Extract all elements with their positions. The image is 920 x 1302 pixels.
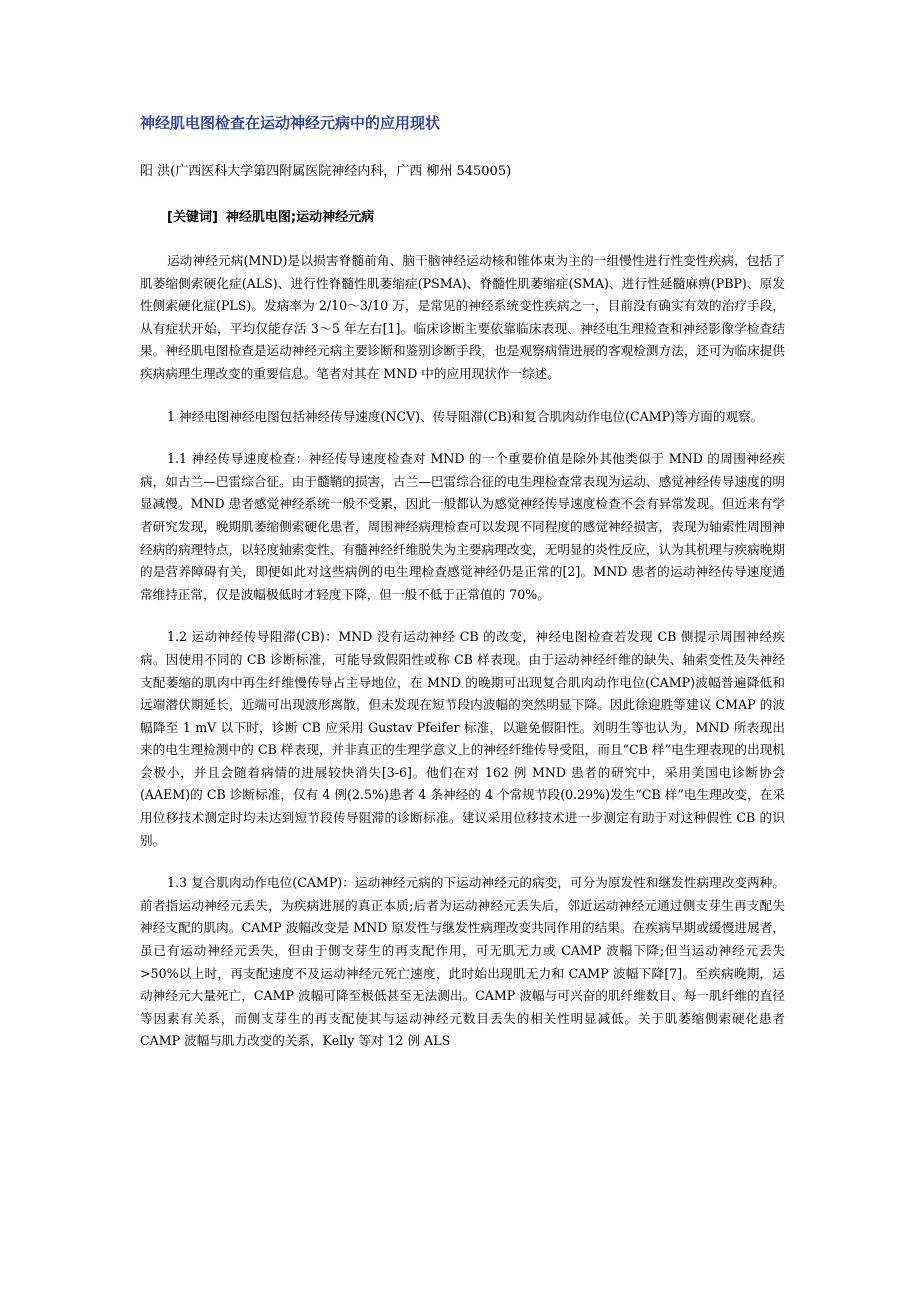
paragraph-section-1: 1 神经电图神经电图包括神经传导速度(NCV)、传导阻滞(CB)和复合肌肉动作电位(CAMP)等方面的观察。 — [167, 408, 764, 424]
keywords-text: 神经肌电图;运动神经元病 — [225, 210, 375, 225]
paragraph-section-1-1: 1.1 神经传导速度检查：神经传导速度检查对 MND 的一个重要价值是除外其他类似于 MND 的周围神经疾病，如古兰—巴雷综合征。由于髓鞘的损害，古兰—巴雷综合征的电生理检查常表现为运动、感觉神经传导速度的明显减慢。MND 患者感觉神经系统一般不受累，因此一般都认为感觉神经传导速度检查不会有异常发现。但近来有学者研究发现，晚期肌萎缩侧索硬化患者，周围神经病理检查可以发现不同程度的感觉神经损害，表现为轴索性周围神经病的病理特点，以轻度轴索变性、有髓神经纤维脱失为主要病理改变，无明显的炎性反应，认为其机理与疾病晚期的是营养障碍有关，即便如此对这些病例的电生理检查感觉神经仍是正常的[2]。MND 患者的运动神经传导速度通常维持正常，仅是波幅极低时才轻度下降，但一般不低于正常值的 70%。 — [140, 451, 785, 602]
keywords-label: [关键词] — [167, 210, 218, 225]
article-title: 神经肌电图检查在运动神经元病中的应用现状 — [140, 114, 441, 132]
keywords-line — [167, 206, 374, 225]
author-affiliation: 阳 洪(广西医科大学第四附属医院神经内科，广西 柳州 545005) — [140, 164, 512, 179]
paragraph-section-1-2: 1.2 运动神经传导阻滞(CB)：MND 没有运动神经 CB 的改变，神经电图检查若发现 CB 侧提示周围神经疾病。因使用不同的 CB 诊断标准，可能导致假阳性或称 CB 样表现。由于运动神经纤维的缺失、轴索变性及失神经支配萎缩的肌肉中再生纤维慢传导占主导地位，在 MND 的晚期可出现复合肌肉动作电位(CAMP)波幅普遍降低和远端潜伏期延长，近端可出现波形离散，但未发现在短节段内波幅的突然明显下降。因此徐迎胜等建议 CMAP 的波幅降至 1 mV 以下时，诊断 CB 应采用 Gustav Pfeifer 标准，以避免假阳性。刘明生等也认为，MND 所表现出来的电生理检测中的 CB 样表现，并非真正的生理学意义上的神经纤维传导受阻，而且“CB 样”电生理表现的出现机会极小，并且会随着病情的进展较快消失[3-6]。他们在对 162 例 MND 患者的研究中，采用美国电诊断协会(AAEM)的 CB 诊断标准，仅有 4 例(2.5%)患者 4 条神经的 4 个常规节段(0.29%)发生“CB 样”电生理改变，在采用位移技术测定时均未达到短节段传导阻滞的诊断标准。建议采用位移技术进一步测定有助于对这种假性 CB 的识别。 — [140, 629, 785, 848]
article-body — [140, 250, 785, 1073]
paragraph-section-1-3: 1.3 复合肌肉动作电位(CAMP)：运动神经元病的下运动神经元的病变，可分为原发性和继发性病理改变两种。前者指运动神经元丢失，为疾病进展的真正本质;后者为运动神经元丢失后，邻近运动神经元通过侧支芽生再支配失神经支配的肌肉。CAMP 波幅改变是 MND 原发性与继发性病理改变共同作用的结果。在疾病早期或缓慢进展者，虽已有运动神经元丢失，但由于侧支芽生的再支配作用，可无肌无力或 CAMP 波幅下降;但当运动神经元丢失>50%以上时，再支配速度不及运动神经元死亡速度，此时始出现肌无力和 CAMP 波幅下降[7]。至疾病晚期，运动神经元大量死亡，CAMP 波幅可降至极低甚至无法测出。CAMP 波幅与可兴奋的肌纤维数目、每一肌纤维的直径等因素有关系，而侧支芽生的再支配使其与运动神经元数目丢失的相关性明显减低。关于肌萎缩侧索硬化患者 CAMP 波幅与肌力改变的关系，Kelly 等对 12 例 ALS — [140, 875, 785, 1049]
paragraph-intro: 运动神经元病(MND)是以损害脊髓前角、脑干脑神经运动核和锥体束为主的一组慢性进行性变性疾病，包括了肌萎缩侧索硬化症(ALS)、进行性脊髓性肌萎缩症(PSMA)、脊髓性肌萎缩症(SMA)、进行性延髓麻痹(PBP)、原发性侧索硬化症(PLS)。发病率为 2/10～3/10 万，是常见的神经系统变性疾病之一，目前没有确实有效的治疗手段，从有症状开始，平均仅能存活 3～5 年左右[1]。临床诊断主要依靠临床表现、神经电生理检查和神经影像学检查结果。神经肌电图检查是运动神经元病主要诊断和鉴别诊断手段，也是观察病情进展的客观检测方法，还可为临床提供疾病病理生理改变的重要信息。笔者对其在 MND 中的应用现状作一综述。 — [140, 253, 785, 381]
